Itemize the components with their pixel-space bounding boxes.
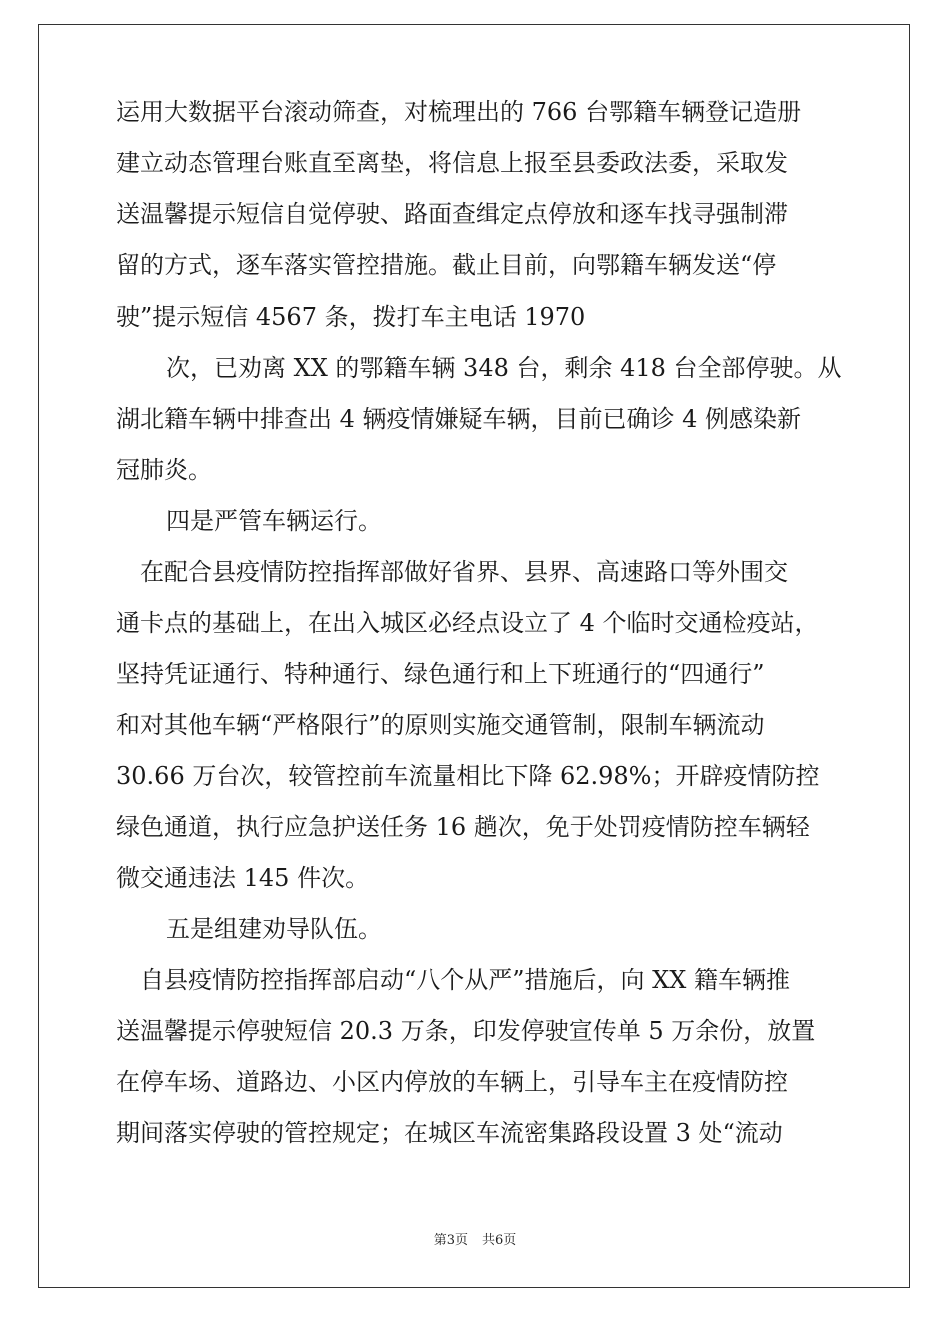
text-line-11: 通卡点的基础上，在出入城区必经点设立了 4 个临时交通检疫站，: [116, 609, 819, 637]
page-number-total: 共6页: [482, 1233, 517, 1248]
text-line-4: 留的方式，逐车落实管控措施。截止目前，向鄂籍车辆发送“停: [116, 251, 777, 279]
text-line-12: 坚持凭证通行、特种通行、绿色通行和上下班通行的“四通行”: [116, 660, 765, 688]
text-line-6: 次，已劝离 XX 的鄂籍车辆 348 台，剩余 418 台全部停驶。从: [166, 354, 842, 382]
text-line-15: 绿色通道，执行应急护送任务 16 趟次，免于处罚疫情防控车辆轻: [116, 813, 810, 841]
text-line-2: 建立动态管理台账直至离垫，将信息上报至县委政法委，采取发: [116, 149, 788, 177]
page-footer: [0, 1233, 950, 1249]
text-line-21: 期间落实停驶的管控规定；在城区车流密集路段设置 3 处“流动: [116, 1119, 783, 1147]
text-line-20: 在停车场、道路边、小区内停放的车辆上，引导车主在疫情防控: [116, 1068, 788, 1096]
section-heading-4: 四是严管车辆运行。: [166, 507, 382, 535]
text-line-7: 湖北籍车辆中排查出 4 辆疫情嫌疑车辆，目前已确诊 4 例感染新: [116, 405, 802, 433]
text-line-8: 冠肺炎。: [116, 456, 212, 484]
text-line-19: 送温馨提示停驶短信 20.3 万条，印发停驶宣传单 5 万余份，放置: [116, 1017, 816, 1045]
text-line-5: 驶”提示短信 4567 条，拨打车主电话 1970: [116, 303, 586, 331]
section-heading-5: 五是组建劝导队伍。: [166, 915, 382, 943]
text-line-16: 微交通违法 145 件次。: [116, 864, 370, 892]
text-line-13: 和对其他车辆“严格限行”的原则实施交通管制，限制车辆流动: [116, 711, 765, 739]
page-number-current: 第3页: [433, 1233, 468, 1248]
text-line-14: 30.66 万台次，较管控前车流量相比下降 62.98%；开辟疫情防控: [116, 762, 820, 790]
text-line-3: 送温馨提示短信自觉停驶、路面查缉定点停放和逐车找寻强制滞: [116, 200, 788, 228]
text-line-10: 在配合县疫情防控指挥部做好省界、县界、高速路口等外围交: [140, 558, 788, 586]
text-line-18: 自县疫情防控指挥部启动“八个从严”措施后，向 XX 籍车辆推: [140, 966, 790, 994]
text-line-1: 运用大数据平台滚动筛查，对梳理出的 766 台鄂籍车辆登记造册: [116, 98, 802, 126]
